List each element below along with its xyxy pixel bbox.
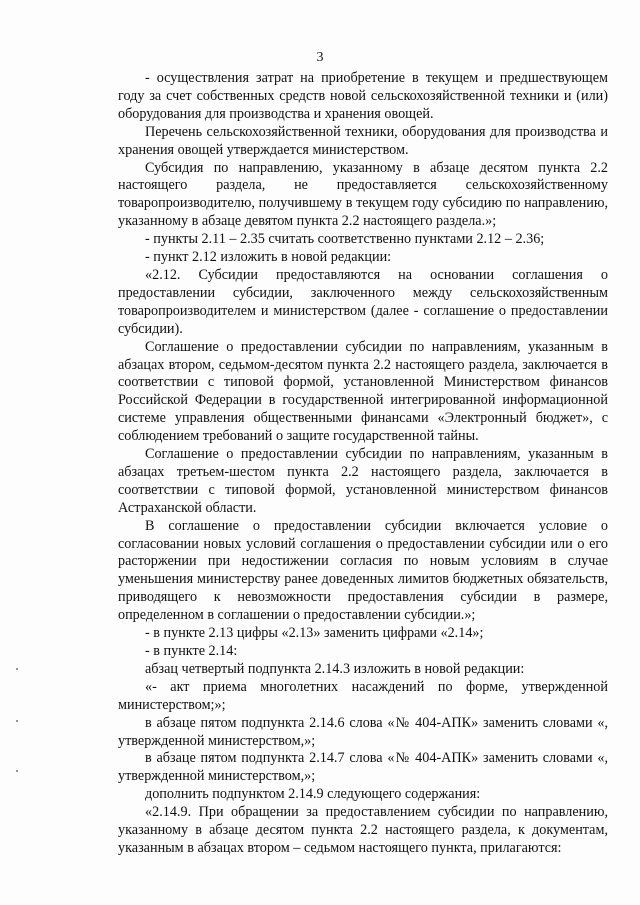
paragraph: - пункты 2.11 – 2.35 считать соответственно пунктами 2.12 – 2.36; xyxy=(145,231,545,248)
paragraph: Соглашение о предоставлении субсидии по направлениям, указанным в абзацах третьем-шестом пункта 2.2 настоящего раздела, заключается в соответствии с типовой формой, установленной министерством финансов Астраханской области. xyxy=(118,446,608,516)
paragraph: «2.12. Субсидии предоставляются на основании соглашения о предоставлении субсидии, заключенного между сельскохозяйственным товаропроизводителем и министерством (далее - соглашение о предоставлении субсидии). xyxy=(118,266,608,337)
paragraph: Соглашение о предоставлении субсидии по направлениям, указанным в абзацах втором, седьмом-десятом пункта 2.2 настоящего раздела, заключается в соответствии с типовой формой, установленной Министерством финансов Российской Федерации в государственной интегрированной информационной системе управления общественными финансами «Электронный бюджет», с соблюдением требований о защите государственной тайны. xyxy=(118,338,608,445)
scan-speck xyxy=(16,668,18,670)
paragraph: - осуществления затрат на приобретение в текущем и предшествующем году за счет собственных средств новой сельскохозяйственной техники и (или) оборудования для производства и хранения овощей. xyxy=(118,70,608,122)
paragraph: Субсидия по направлению, указанному в абзаце десятом пункта 2.2 настоящего раздела, не предоставляется сельскохозяйственному товаропроизводителю, получившему в текущем году субсидию по направлению, указанному в абзаце девятом пункта 2.2 настоящего раздела.»; xyxy=(118,159,608,230)
document-body xyxy=(118,70,608,858)
scan-speck xyxy=(16,770,18,772)
paragraph: - в пункте 2.14: xyxy=(145,643,238,659)
paragraph: дополнить подпунктом 2.14.9 следующего содержания: xyxy=(145,786,481,803)
scan-speck xyxy=(16,720,18,722)
paragraph: в абзаце пятом подпункта 2.14.7 слова «№ 404-АПК» заменить словами «, утвержденной министерством,»; xyxy=(118,750,608,785)
paragraph: в абзаце пятом подпункта 2.14.6 слова «№ 404-АПК» заменить словами «, утвержденной министерством,»; xyxy=(118,714,608,749)
paragraph: «- акт приема многолетних насаждений по форме, утвержденной министерством;»; xyxy=(118,678,608,713)
paragraph: - пункт 2.12 изложить в новой редакции: xyxy=(145,249,392,266)
paragraph: абзац четвертый подпункта 2.14.3 изложить в новой редакции: xyxy=(145,660,525,677)
paragraph: - в пункте 2.13 цифры «2.13» заменить цифрами «2.14»; xyxy=(145,625,484,642)
paragraph: «2.14.9. При обращении за предоставлением субсидии по направлению, указанному в абзаце десятом пункта 2.2 настоящего раздела, к документам, указанным в абзацах втором – седьмом настоящего пункта, прилагаются: xyxy=(118,804,608,856)
paragraph: В соглашение о предоставлении субсидии включается условие о согласовании новых условий соглашения о предоставлении субсидии или о его расторжении при недостижении согласия по новым условиям в случае уменьшения министерству ранее доведенных лимитов бюджетных обязательств, приводящего к невозможности предоставления субсидии в размере, определенном в соглашении о предоставлении субсидии.»; xyxy=(118,517,608,624)
page-number: 3 xyxy=(316,50,324,65)
paragraph: Перечень сельскохозяйственной техники, оборудования для производства и хранения овощей утверждается министерством. xyxy=(118,123,608,158)
